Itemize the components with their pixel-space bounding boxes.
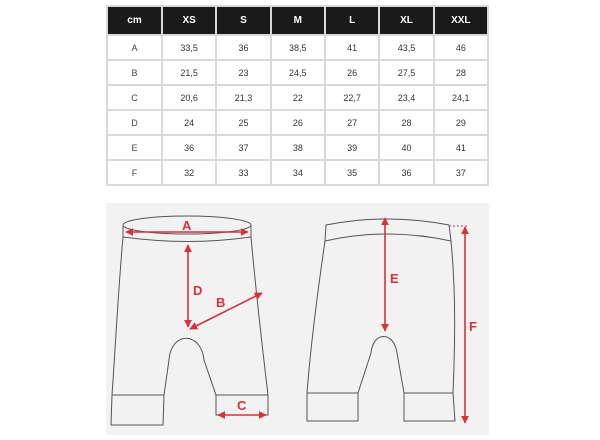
table-cell: 21,5	[163, 61, 215, 84]
label-a: A	[182, 218, 192, 233]
table-row	[108, 161, 487, 184]
header-cell-s: S	[217, 7, 269, 34]
row-label: D	[108, 111, 161, 134]
table-cell: 34	[272, 161, 324, 184]
row-label: A	[108, 36, 161, 59]
row-label: F	[108, 161, 161, 184]
arrow-b	[190, 293, 262, 329]
table-cell: 25	[217, 111, 269, 134]
back-measurement-labels	[390, 271, 477, 334]
row-label: E	[108, 136, 161, 159]
shorts-diagram-svg	[106, 203, 489, 435]
label-e: E	[390, 271, 399, 286]
table-cell: 40	[380, 136, 432, 159]
table-cell: 28	[380, 111, 432, 134]
table-cell: 32	[163, 161, 215, 184]
header-cell-unit: cm	[108, 7, 161, 34]
table-cell: 23	[217, 61, 269, 84]
table-cell: 43,5	[380, 36, 432, 59]
size-table-container	[106, 5, 489, 186]
back-measurement-arrows	[385, 218, 468, 423]
header-cell-m: M	[272, 7, 324, 34]
header-cell-l: L	[326, 7, 378, 34]
table-cell: 36	[163, 136, 215, 159]
table-cell: 27	[326, 111, 378, 134]
table-cell: 41	[435, 136, 487, 159]
table-cell: 36	[217, 36, 269, 59]
table-cell: 24,5	[272, 61, 324, 84]
table-cell: 38,5	[272, 36, 324, 59]
header-cell-xl: XL	[380, 7, 432, 34]
size-table	[106, 5, 489, 186]
table-cell: 38	[272, 136, 324, 159]
table-cell: 23,4	[380, 86, 432, 109]
table-row	[108, 111, 487, 134]
table-cell: 46	[435, 36, 487, 59]
front-shorts-outline	[111, 216, 268, 425]
header-cell-xxl: XXL	[435, 7, 487, 34]
table-cell: 22	[272, 86, 324, 109]
table-cell: 37	[435, 161, 487, 184]
table-cell: 24	[163, 111, 215, 134]
table-cell: 27,5	[380, 61, 432, 84]
row-label: C	[108, 86, 161, 109]
table-row	[108, 36, 487, 59]
table-row	[108, 136, 487, 159]
table-cell: 37	[217, 136, 269, 159]
table-cell: 20,6	[163, 86, 215, 109]
row-label: B	[108, 61, 161, 84]
label-c: C	[237, 398, 247, 413]
label-b: B	[216, 295, 226, 310]
table-row	[108, 86, 487, 109]
header-cell-xs: XS	[163, 7, 215, 34]
back-shorts-outline	[307, 219, 455, 421]
front-measurement-labels	[182, 218, 247, 413]
measurement-diagram	[106, 203, 489, 435]
table-cell: 39	[326, 136, 378, 159]
label-d: D	[193, 283, 203, 298]
table-cell: 29	[435, 111, 487, 134]
table-cell: 24,1	[435, 86, 487, 109]
table-row	[108, 61, 487, 84]
table-cell: 28	[435, 61, 487, 84]
table-cell: 26	[326, 61, 378, 84]
front-measurement-arrows	[126, 232, 266, 415]
table-cell: 33	[217, 161, 269, 184]
size-table-header-row	[108, 7, 487, 34]
table-cell: 21,3	[217, 86, 269, 109]
table-cell: 41	[326, 36, 378, 59]
table-cell: 35	[326, 161, 378, 184]
table-cell: 22,7	[326, 86, 378, 109]
table-cell: 36	[380, 161, 432, 184]
table-cell: 33,5	[163, 36, 215, 59]
label-f: F	[469, 319, 477, 334]
table-cell: 26	[272, 111, 324, 134]
